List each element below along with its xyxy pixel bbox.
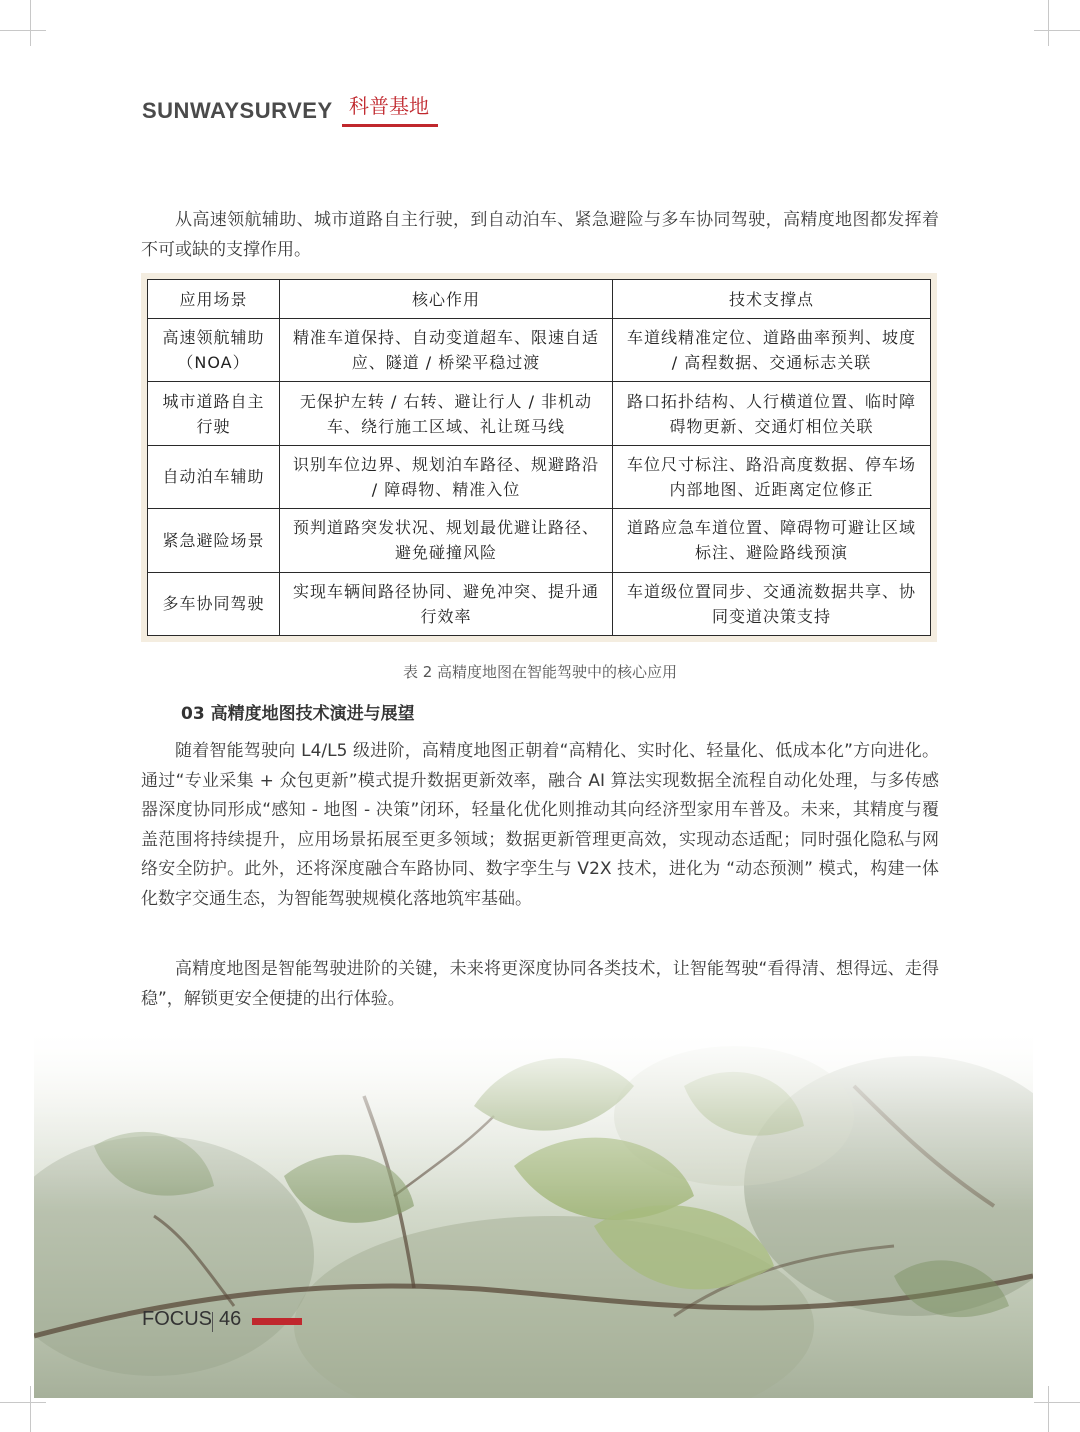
table-row: [148, 509, 931, 572]
intro-paragraph: 从高速领航辅助、城市道路自主行驶，到自动泊车、紧急避险与多车协同驾驶，高精度地图都发挥着不可或缺的支撑作用。: [141, 210, 939, 260]
cell-scene: 多车协同驾驶: [148, 572, 280, 635]
cell-role: 无保护左转 / 右转、避让行人 / 非机动车、绕行施工区域、礼让斑马线: [280, 382, 613, 445]
footer-separator: [212, 1312, 213, 1332]
crop-mark: [1034, 30, 1080, 31]
cell-scene: 自动泊车辅助: [148, 445, 280, 508]
cell-role: 精准车道保持、自动变道超车、限速自适应、隧道 / 桥梁平稳过渡: [280, 319, 613, 382]
table-caption: 表 2 高精度地图在智能驾驶中的核心应用: [402, 663, 678, 681]
section-title: 科普基地: [349, 94, 429, 118]
cell-role: 预判道路突发状况、规划最优避让路径、避免碰撞风险: [280, 509, 613, 572]
crop-mark: [1048, 0, 1049, 46]
cell-role: 识别车位边界、规划泊车路径、规避路沿 / 障碍物、精准入位: [280, 445, 613, 508]
table-row: [148, 445, 931, 508]
leaves-photo: [34, 1026, 1033, 1398]
table-header-row: [148, 280, 931, 319]
header-support: 技术支撑点: [613, 280, 931, 319]
cell-support: 车位尺寸标注、路沿高度数据、停车场内部地图、近距离定位修正: [613, 445, 931, 508]
cell-support: 路口拓扑结构、人行横道位置、临时障碍物更新、交通灯相位关联: [613, 382, 931, 445]
table-row: [148, 382, 931, 445]
cell-support: 车道级位置同步、交通流数据共享、协同变道决策支持: [613, 572, 931, 635]
crop-mark: [30, 0, 31, 46]
cell-support: 道路应急车道位置、障碍物可避让区域标注、避险路线预演: [613, 509, 931, 572]
table-row: [148, 572, 931, 635]
crop-mark: [0, 30, 46, 31]
section-heading: 03 高精度地图技术演进与展望: [181, 704, 415, 724]
header-scene: 应用场景: [148, 280, 280, 319]
body-paragraph: 随着智能驾驶向 L4/L5 级进阶，高精度地图正朝着“高精化、实时化、轻量化、低成本化”方向进化。通过“专业采集 + 众包更新”模式提升数据更新效率，融合 AI 算法实现数据全流程自动化处理，与多传感器深度协同形成“感知 - 地图 - 决策”闭环，轻量化优化则推动其向经济型家用车普及。未来，其精度与覆盖范围将持续提升，应用场景拓展至更多领域；数据更新管理更高效，实现动态适配；同时强化隐私与网络安全防护。此外，还将深度融合车路协同、数字孪生与 V2X 技术，进化为 “动态预测” 模式，构建一体化数字交通生态，为智能驾驶规模化落地筑牢基础。: [141, 741, 939, 909]
table-row: [148, 319, 931, 382]
footer-accent-bar: [252, 1318, 302, 1325]
crop-mark: [30, 1386, 31, 1432]
cell-role: 实现车辆间路径协同、避免冲突、提升通行效率: [280, 572, 613, 635]
cell-scene: 高速领航辅助（NOA）: [148, 319, 280, 382]
crop-mark: [1048, 1386, 1049, 1432]
footer-label: FOCUS: [142, 1308, 212, 1330]
section-underline: [342, 124, 438, 127]
leaves-illustration: [34, 1026, 1033, 1398]
brand-logo: SUNWAYSURVEY: [142, 98, 333, 123]
closing-paragraph: 高精度地图是智能驾驶进阶的关键，未来将更深度协同各类技术，让智能驾驶“看得清、想得远、走得稳”，解锁更安全便捷的出行体验。: [141, 959, 939, 1009]
crop-mark: [1034, 1402, 1080, 1403]
crop-mark: [0, 1402, 46, 1403]
application-table: [141, 273, 937, 642]
cell-scene: 紧急避险场景: [148, 509, 280, 572]
cell-support: 车道线精准定位、道路曲率预判、坡度 / 高程数据、交通标志关联: [613, 319, 931, 382]
page-number: 46: [219, 1308, 242, 1330]
cell-scene: 城市道路自主行驶: [148, 382, 280, 445]
header-role: 核心作用: [280, 280, 613, 319]
